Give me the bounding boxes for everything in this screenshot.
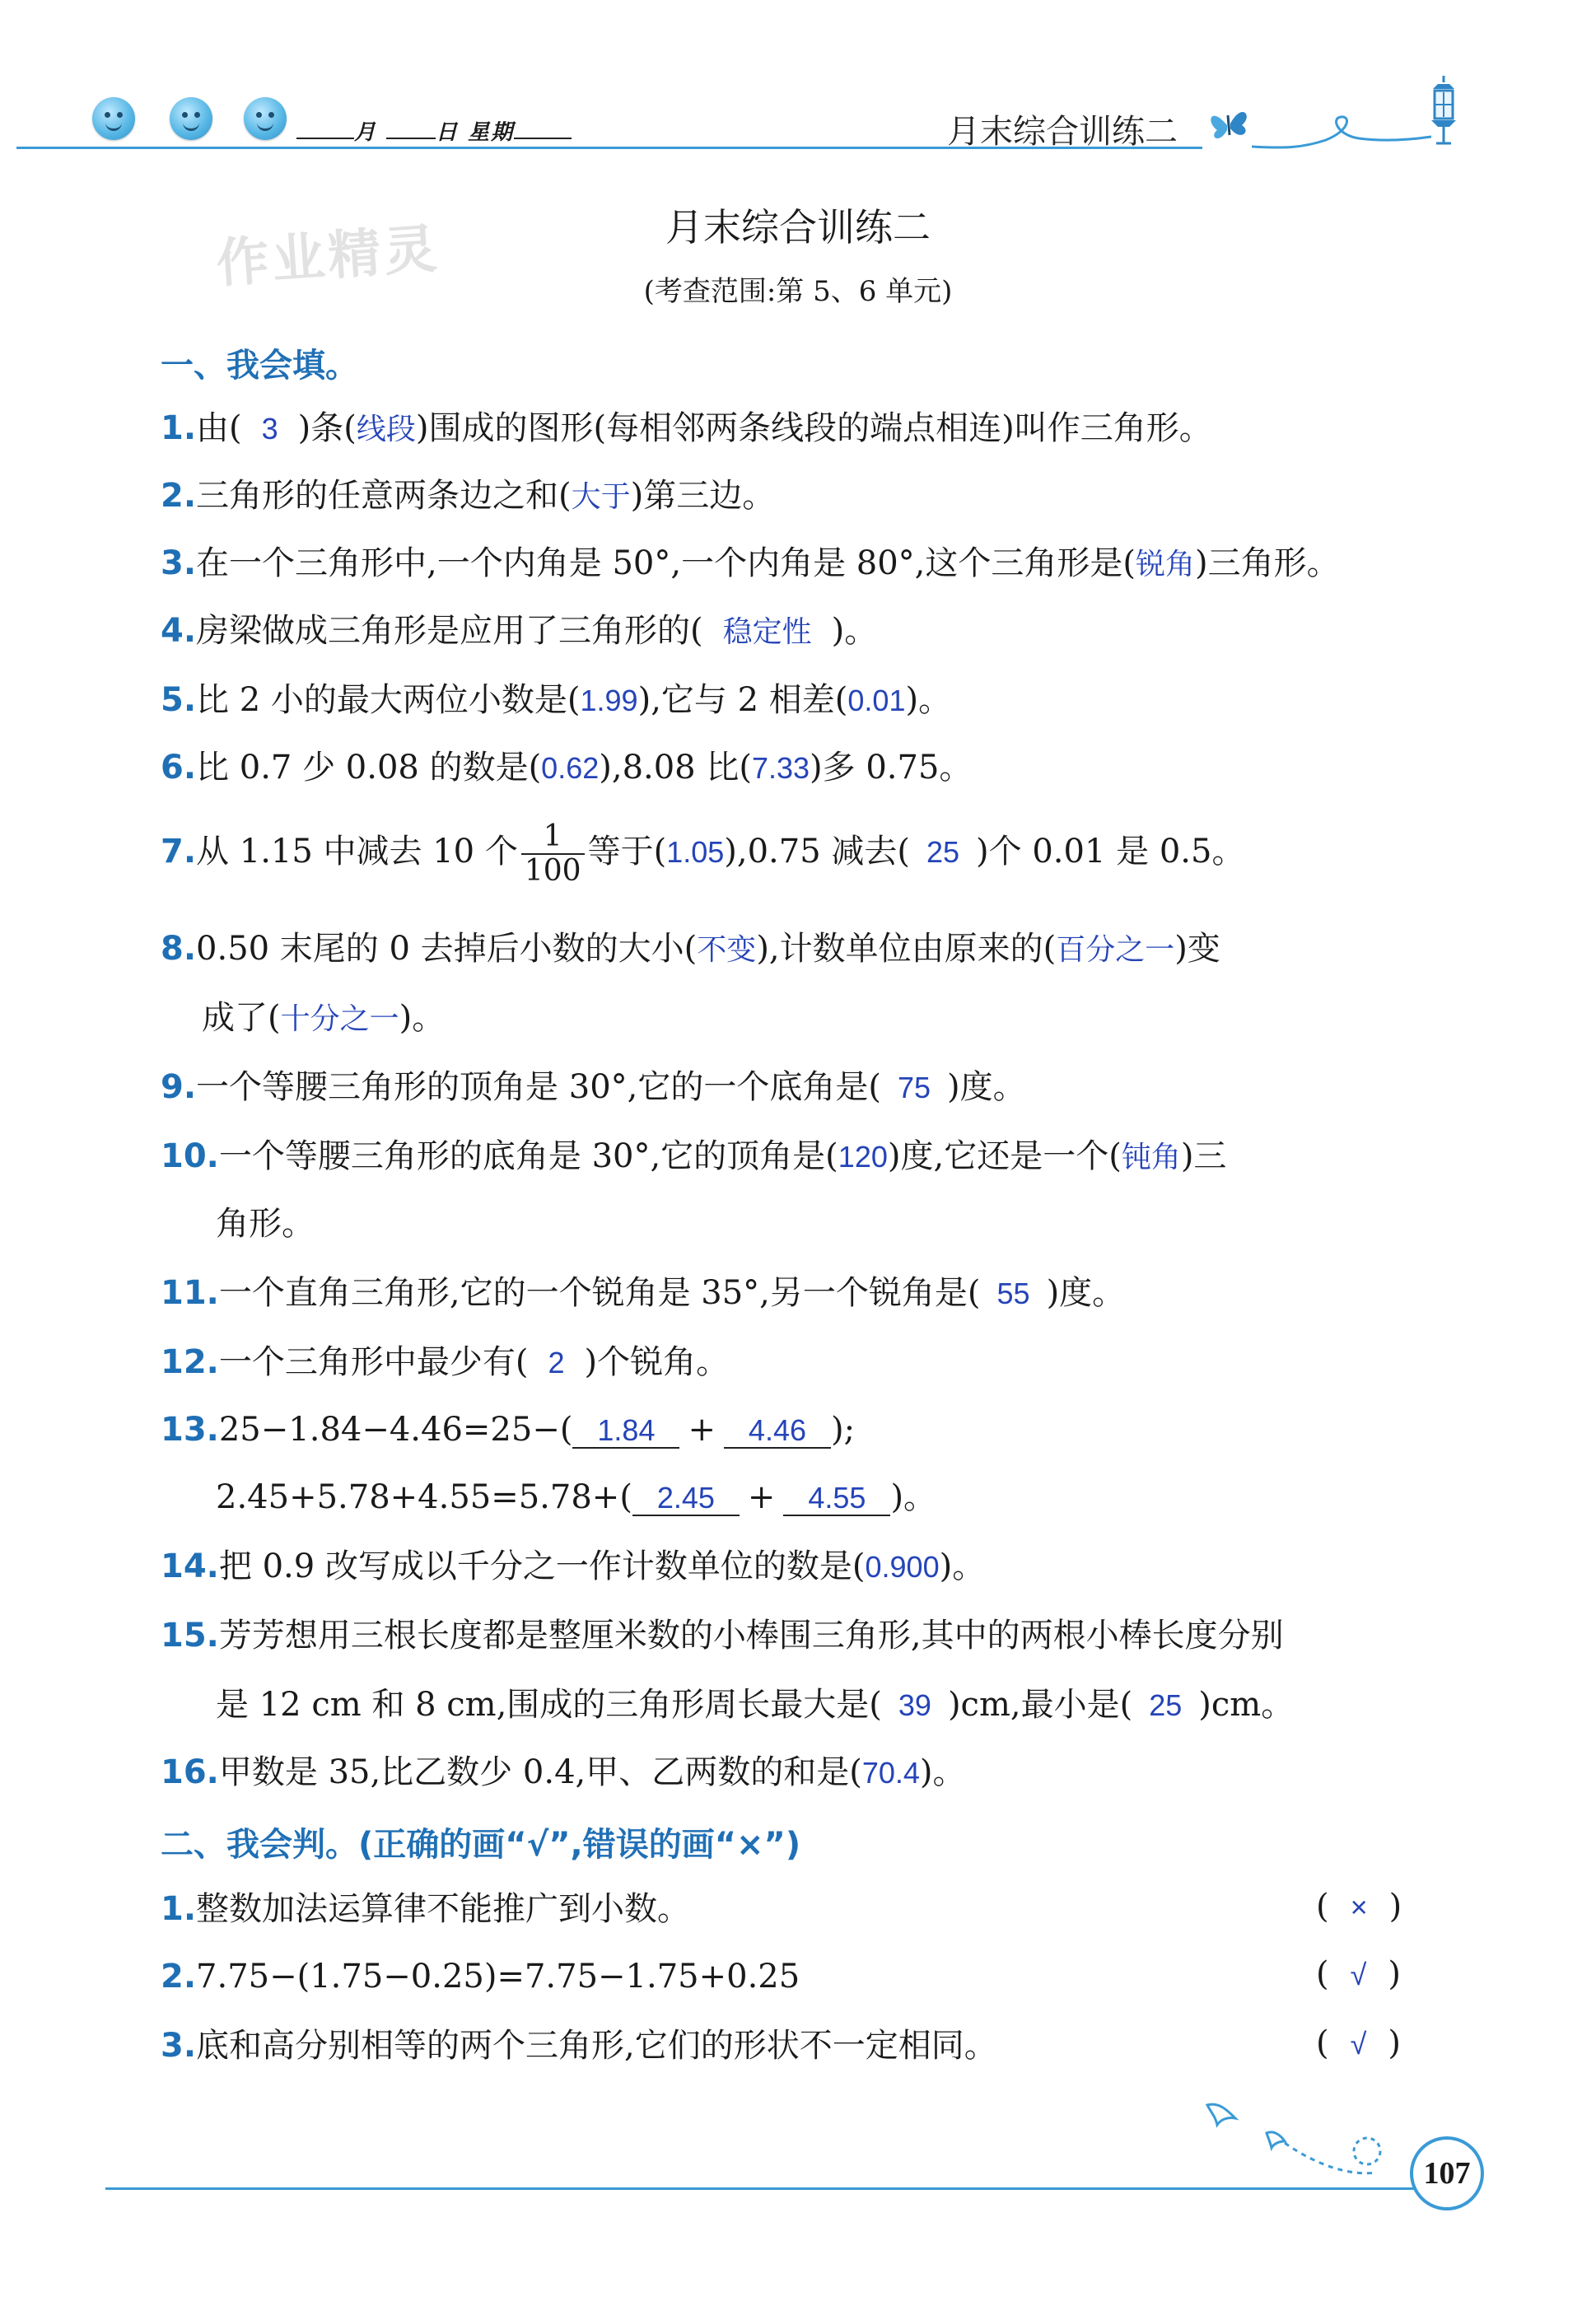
smiley-face-icon [244, 97, 287, 140]
footer-rule [105, 2187, 1472, 2190]
question-1: 1.由( 3 )条(线段)围成的图形(每相邻两条线段的端点相连)叫作三角形。 [161, 409, 1212, 447]
page-title: 月末综合训练二 [665, 205, 931, 250]
judge-answer-3: ( √ ) [1316, 2024, 1401, 2062]
question-7: 7.从 1.15 中减去 10 个 $\frac{1}{100}$ 等于(1.05),0.75 减去( 25 )个 0.01 是 0.5。 [161, 819, 1245, 888]
question-3: 3.在一个三角形中,一个内角是 50°,一个内角是 80°,这个三角形是(锐角)三角形。 [161, 544, 1340, 582]
butterfly-icon [1202, 97, 1255, 150]
lantern-icon [1425, 74, 1463, 148]
smiley-face-icon [92, 97, 135, 140]
page-subtitle: (考查范围:第 5、6 单元) [643, 275, 953, 308]
decorative-curl [1252, 107, 1433, 156]
question-2: 2.三角形的任意两条边之和(大于)第三边。 [161, 477, 776, 515]
fraction: $\frac{1}{100}$ [521, 820, 585, 888]
section-heading-judge: 二、我会判。(正确的画“√”,错误的画“×”) [161, 1826, 801, 1864]
question-4: 4.房梁做成三角形是应用了三角形的( 稳定性 )。 [161, 612, 878, 650]
question-15: 15.芳芳想用三根长度都是整厘米数的小棒围三角形,其中的两根小棒长度分别 [161, 1617, 1284, 1655]
page-number: 107 [1410, 2136, 1484, 2210]
question-13-part-2: 2.45+5.78+4.55=5.78+( 2.45 + 4.55 )。 [216, 1478, 937, 1516]
judge-item-1: 1.整数加法运算律不能推广到小数。 [161, 1890, 691, 1928]
question-8: 8.0.50 末尾的 0 去掉后小数的大小(不变),计数单位由原来的(百分之一)变 [161, 930, 1220, 968]
question-14: 14.把 0.9 改写成以千分之一作计数单位的数是(0.900)。 [161, 1547, 986, 1585]
question-9: 9.一个等腰三角形的顶角是 30°,它的一个底角是( 75 )度。 [161, 1068, 1026, 1106]
question-5: 5.比 2 小的最大两位小数是(1.99),它与 2 相差(0.01)。 [161, 681, 952, 719]
question-12: 12.一个三角形中最少有( 2 )个锐角。 [161, 1343, 730, 1381]
watermark: 作业精灵 [214, 218, 442, 296]
smiley-face-icon [170, 97, 212, 140]
question-11: 11.一个直角三角形,它的一个锐角是 35°,另一个锐角是( 55 )度。 [161, 1274, 1126, 1312]
section-heading-fill: 一、我会填。 [161, 347, 358, 385]
judge-item-3: 3.底和高分别相等的两个三角形,它们的形状不一定相同。 [161, 2027, 997, 2065]
judge-answer-1: ( × ) [1316, 1888, 1402, 1926]
question-10-continued: 角形。 [216, 1205, 315, 1243]
running-header-title: 月末综合训练二 [947, 113, 1178, 151]
date-fields: 月 日 星期 [296, 115, 572, 146]
question-10: 10.一个等腰三角形的底角是 30°,它的顶角是(120)度,它还是一个(钝角)三 [161, 1137, 1227, 1175]
judge-item-2: 2.7.75−(1.75−0.25)=7.75−1.75+0.25 [161, 1958, 800, 1996]
footer-bird-decoration [1202, 2100, 1416, 2191]
question-6: 6.比 0.7 少 0.08 的数是(0.62),8.08 比(7.33)多 0.75。 [161, 749, 973, 787]
question-16: 16.甲数是 35,比乙数少 0.4,甲、乙两数的和是(70.4)。 [161, 1753, 966, 1791]
question-15-continued: 是 12 cm 和 8 cm,围成的三角形周长最大是( 39 )cm,最小是( 25 )cm。 [216, 1686, 1295, 1724]
judge-answer-2: ( √ ) [1316, 1955, 1401, 1993]
question-8-continued: 成了(十分之一)。 [202, 999, 446, 1037]
question-13: 13.25−1.84−4.46=25−( 1.84 + 4.46 ); [161, 1411, 856, 1449]
